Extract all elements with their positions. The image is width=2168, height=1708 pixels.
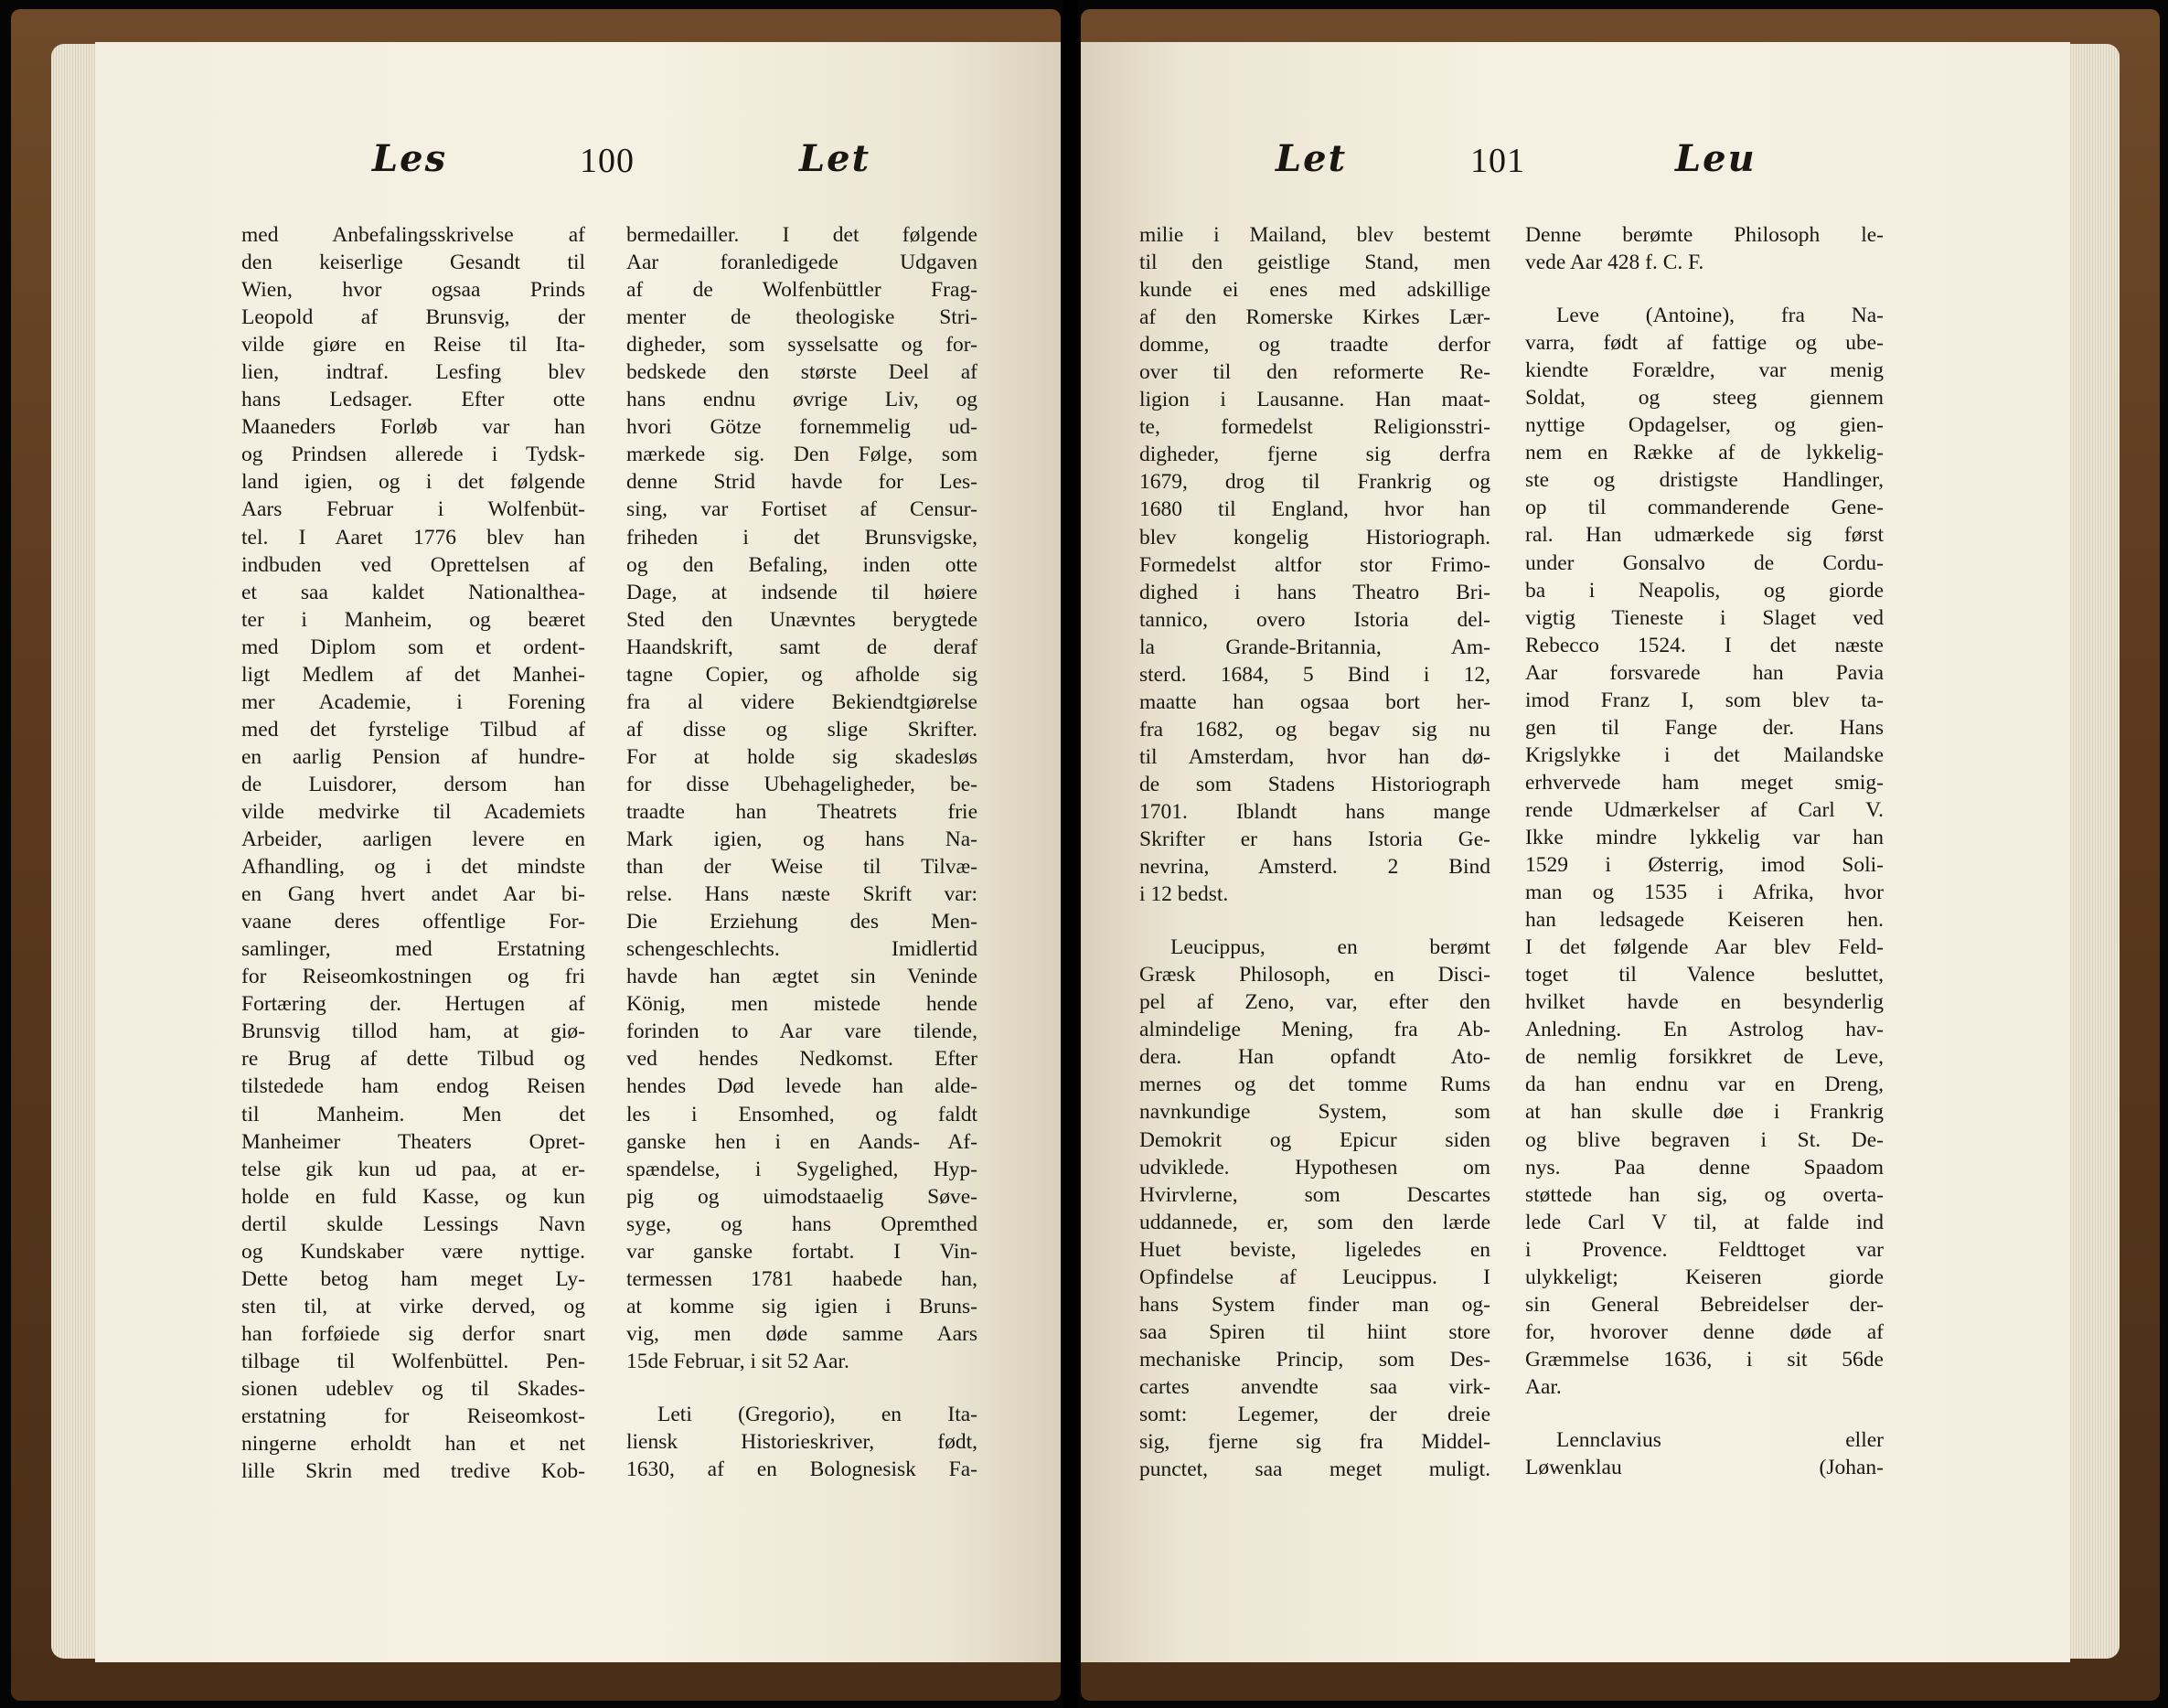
text-line: ulykkeligt; Keiseren giorde [1525,1265,1884,1289]
right-page [1081,42,2070,1662]
text-line: og blive begraven i St. De- [1525,1127,1884,1152]
left-page-column-1 [241,221,585,1485]
text-line: sing, var Fortiset af Censur- [626,497,977,522]
text-line: Arbeider, aarligen levere en [241,827,585,852]
text-line: udviklede. Hypothesen om [1139,1155,1490,1180]
text-line: for, hvorover denne døde af [1525,1319,1884,1344]
text-line: vig, men døde samme Aars [626,1321,977,1346]
text-line: ba i Neapolis, og giorde [1525,578,1884,603]
text-line: Wien, hvor ogsaa Prinds [241,278,585,303]
text-line: land igien, og i det følgende [241,470,585,495]
text-line: Aar. [1525,1374,1562,1399]
text-line: Fortæring der. Hertugen af [241,992,585,1017]
left-page [95,42,1061,1662]
text-line: Sted den Unævntes berygtede [626,607,977,632]
text-line: ligion i Lausanne. Han maat- [1139,388,1490,412]
text-line: sig, fjerne sig fra Middel- [1139,1430,1490,1455]
text-line: gen til Fange der. Hans [1525,715,1884,740]
text-line: Maaneders Forløb var han [241,415,585,440]
text-line: 1630, af en Bolognesisk Fa- [626,1457,977,1482]
text-line: sionen udeblev og til Skades- [241,1376,585,1401]
text-line: Opfindelse af Leucippus. I [1139,1265,1490,1289]
right-page-column-1 [1139,221,1490,1483]
text-line: mechaniske Princip, som Des- [1139,1347,1490,1372]
text-line: Afhandling, og i det mindste [241,855,585,880]
entry-gap [1139,908,1490,934]
text-line: han forføiede sig derfor snart [241,1321,585,1346]
text-line: For at holde sig skadesløs [626,744,977,769]
text-line: Dette betog ham meget Ly- [241,1266,585,1291]
text-line: med Diplom som et ordent- [241,635,585,659]
text-line: kunde ei enes med adskillige [1139,278,1490,303]
right-page-edges [2068,44,2120,1659]
text-line: I det følgende Aar blev Feld- [1525,935,1884,960]
text-line: telse gik kun ud paa, at er- [241,1157,585,1181]
text-line: lille Skrin med tredive Kob- [241,1459,585,1484]
text-line: 1680 til England, hvor han [1139,497,1490,522]
text-line: pig og uimodstaaelig Søve- [626,1184,977,1209]
text-line: til Amsterdam, hvor han dø- [1139,744,1490,769]
text-line: vaane deres offentlige For- [241,910,585,934]
text-line: erstatning for Reiseomkost- [241,1404,585,1429]
text-line: rende Udmærkelser af Carl V. [1525,797,1884,822]
text-line: erhvervede ham meget smig- [1525,770,1884,795]
text-line: schengeschlechts. Imidlertid [626,937,977,962]
text-line: hans System finder man og- [1139,1292,1490,1317]
text-line: og den Befaling, inden otte [626,552,977,577]
text-line: for disse Ubehageligheder, be- [626,772,977,796]
text-line: Die Erziehung des Men- [626,910,977,934]
entry-gap [1525,1401,1884,1426]
text-line: de Luisdorer, dersom han [241,772,585,796]
text-line: fra 1682, og begav sig nu [1139,717,1490,742]
text-line: cartes anvendte saa virk- [1139,1374,1490,1399]
text-line: Leopold af Brunsvig, der [241,305,585,330]
text-line: Denne berømte Philosoph le- [1525,223,1884,247]
text-line: havde han ægtet sin Veninde [626,965,977,989]
text-line: vigtig Tieneste i Slaget ved [1525,605,1884,630]
text-line: sin General Bebreidelser der- [1525,1292,1884,1317]
text-line: Brunsvig tillod ham, at giø- [241,1019,585,1044]
text-line: hvori Götze fornemmelig ud- [626,415,977,440]
text-line: tilbage til Wolfenbüttel. Pen- [241,1349,585,1373]
text-line: 15de Februar, i sit 52 Aar. [626,1349,849,1373]
text-line: menter de theologiske Stri- [626,305,977,330]
text-line: navnkundige System, som [1139,1100,1490,1125]
entry-gap [626,1375,977,1401]
text-line: tilstedede ham endog Reisen [241,1074,585,1099]
text-line: lede Carl V til, at falde ind [1525,1210,1884,1234]
left-book-half [11,9,1061,1701]
text-line: op til commanderende Gene- [1525,496,1884,520]
text-line: holde en fuld Kasse, og kun [241,1184,585,1209]
text-line: uddannede, er, som den lærde [1139,1210,1490,1234]
text-line: toget til Valence besluttet, [1525,963,1884,987]
text-line: han ledsagede Keiseren hen. [1525,908,1884,933]
text-line: bermedailler. I det følgende [626,223,977,247]
text-line: Demokrit og Epicur siden [1139,1127,1490,1152]
text-line: tel. I Aaret 1776 blev han [241,525,585,550]
entry-gap [1525,276,1884,302]
text-line: lien, indtraf. Lesfing blev [241,360,585,385]
text-line: samlinger, med Erstatning [241,937,585,962]
text-line: hans endnu øvrige Liv, og [626,388,977,412]
text-line: med det fyrstelige Tilbud af [241,717,585,742]
text-line: relse. Hans næste Skrift var: [626,882,977,907]
text-line: sten til, at virke derved, og [241,1294,585,1318]
text-line: hans Ledsager. Efter otte [241,388,585,412]
text-line: sterd. 1684, 5 Bind i 12, [1139,662,1490,687]
text-line: mer Academie, i Forening [241,689,585,714]
text-line: blev kongelig Historiograph. [1139,525,1490,550]
text-line: Skrifter er hans Istoria Ge- [1139,827,1490,852]
text-line: mærkede sig. Den Følge, som [626,443,977,467]
left-page-edges [51,44,97,1659]
text-line: 1529 i Østerrig, imod Soli- [1525,853,1884,878]
right-running-head [1081,137,2070,201]
text-line: re Brug af dette Tilbud og [241,1047,585,1072]
text-line: Leti (Gregorio), en Ita- [657,1402,977,1426]
text-line: de nemlig forsikkret de Leve, [1525,1045,1884,1070]
text-line: saa Spiren til hiint store [1139,1319,1490,1344]
text-line: Mark igien, og hans Na- [626,827,977,852]
text-line: Løwenklau (Johan- [1525,1456,1884,1480]
text-line: tagne Copier, og afholde sig [626,662,977,687]
text-line: de som Stadens Historiograph [1139,772,1490,796]
right-page-column-2 [1525,221,1884,1481]
text-line: at han skulle døe i Frankrig [1525,1100,1884,1125]
right-page-number: 101 [1470,142,1525,180]
text-line: pel af Zeno, var, efter den [1139,990,1490,1015]
text-line: ligt Medlem af det Manhei- [241,662,585,687]
text-line: af den Romerske Kirkes Lær- [1139,305,1490,330]
left-page-number: 100 [580,142,635,180]
text-line: friheden i det Brunsvigske, [626,525,977,550]
text-line: et saa kaldet Nationaltheа- [241,580,585,604]
text-line: af de Wolfenbüttler Frag- [626,278,977,303]
text-line: med Anbefalingsskrivelse af [241,223,585,247]
text-line: indbuden ved Oprettelsen af [241,552,585,577]
text-line: dighed i hans Theatro Bri- [1139,580,1490,604]
text-line: for Reiseomkostningen og fri [241,965,585,989]
text-line: somt: Legemer, der dreie [1139,1402,1490,1426]
text-line: 1679, drog til Frankrig og [1139,470,1490,495]
text-line: Dage, at indsende til høiere [626,580,977,604]
text-line: les i Ensomhed, og faldt [626,1102,977,1126]
text-line: i Provence. Feldttoget var [1525,1237,1884,1262]
text-line: nyttige Opdagelser, og gien- [1525,413,1884,438]
text-line: af disse og slige Skrifter. [626,717,977,742]
text-line: maatte han ogsaa bort her- [1139,689,1490,714]
text-line: ral. Han udmærkede sig først [1525,523,1884,548]
scan-divider [1063,0,1078,1708]
text-line: Græsk Philosoph, en Disci- [1139,963,1490,987]
text-line: digheder, fjerne sig derfra [1139,443,1490,467]
text-line: imod Franz I, som blev ta- [1525,688,1884,712]
text-line: til den geistlige Stand, men [1139,251,1490,275]
right-headword-last: Leu [1675,137,1757,180]
text-line: at komme sig igien i Bruns- [626,1294,977,1318]
text-line: denne Strid havde for Les- [626,470,977,495]
right-headword-first: Let [1276,137,1348,180]
text-line: ter i Manheim, og beæret [241,607,585,632]
text-line: Rebecco 1524. I det næste [1525,633,1884,657]
text-line: man og 1535 i Afrika, hvor [1525,881,1884,905]
text-line: spændelse, i Sygelighed, Hyp- [626,1157,977,1181]
text-line: Ikke mindre lykkelig var han [1525,825,1884,849]
text-line: dera. Han opfandt Ato- [1139,1045,1490,1070]
text-line: da han endnu var en Dreng, [1525,1073,1884,1097]
text-line: Manheimer Theaters Opret- [241,1129,585,1154]
text-line: støttede han sig, og overta- [1525,1182,1884,1207]
text-line: kiendte Forældre, var menig [1525,358,1884,383]
left-page-column-2 [626,221,977,1483]
text-line: vilde medvirke til Academiets [241,799,585,824]
text-line: termessen 1781 haabede han, [626,1266,977,1291]
text-line: mernes og det tomme Rums [1139,1073,1490,1097]
text-line: König, men mistede hende [626,992,977,1017]
text-line: varra, født af fattige og ube- [1525,331,1884,356]
text-line: la Grande-Britannia, Am- [1139,635,1490,659]
text-line: than der Weise til Tilvæ- [626,855,977,880]
text-line: ved hendes Nedkomst. Efter [626,1047,977,1072]
text-line: bedskede den største Deel af [626,360,977,385]
text-line: Græmmelse 1636, i sit 56de [1525,1347,1884,1372]
text-line: ningerne erholdt han et net [241,1432,585,1457]
text-line: og Kundskaber være nyttige. [241,1239,585,1264]
text-line: forinden to Aar vare tilende, [626,1019,977,1044]
text-line: Haandskrift, samt de deraf [626,635,977,659]
text-line: til Manheim. Men det [241,1102,585,1126]
text-line: te, formedelst Religionsstri- [1139,415,1490,440]
text-line: Aar forsvarede han Pavia [1525,660,1884,685]
text-line: milie i Mailand, blev bestemt [1139,223,1490,247]
text-line: hvilket havde en besynderlig [1525,990,1884,1015]
right-book-half [1081,9,2160,1701]
text-line: fra al videre Bekiendtgiørelse [626,689,977,714]
text-line: Soldat, og steeg giennem [1525,386,1884,411]
text-line: nys. Paa denne Spaadom [1525,1155,1884,1180]
text-line: og Prindsen allerede i Tydsk- [241,443,585,467]
text-line: under Gonsalvo de Cordu- [1525,550,1884,575]
text-line: vede Aar 428 f. C. F. [1525,251,1704,275]
text-line: Aars Februar i Wolfenbüt- [241,497,585,522]
text-line: over til den reformerte Re- [1139,360,1490,385]
text-line: Lennclavius eller [1556,1427,1884,1452]
text-line: vilde giøre en Reise til Ita- [241,333,585,358]
text-line: hendes Død levede han alde- [626,1074,977,1099]
text-line: nem en Række af de lykkelig- [1525,441,1884,465]
text-line: 1701. Iblandt hans mange [1139,799,1490,824]
text-line: ste og dristigste Handlinger, [1525,468,1884,493]
left-headword-first: Les [372,137,448,180]
text-line: domme, og traadte derfor [1139,333,1490,358]
text-line: Hvirvlerne, som Descartes [1139,1182,1490,1207]
text-line: ganske hen i en Aands- Af- [626,1129,977,1154]
text-line: Formedelst altfor stor Frimo- [1139,552,1490,577]
left-running-head [95,137,1061,201]
text-line: Huet beviste, ligeledes en [1139,1237,1490,1262]
text-line: syge, og hans Opremthed [626,1212,977,1236]
text-line: i 12 bedst. [1139,882,1229,907]
text-line: nevrina, Amsterd. 2 Bind [1139,855,1490,880]
text-line: punctet, saa meget muligt. [1139,1457,1490,1482]
text-line: en aarlig Pension af hundre- [241,744,585,769]
text-line: digheder, som sysselsatte og for- [626,333,977,358]
text-line: liensk Historieskriver, født, [626,1430,977,1455]
text-line: Krigslykke i det Mailandske [1525,742,1884,767]
text-line: Leve (Antoine), fra Na- [1556,304,1884,328]
text-line: almindelige Mening, fra Ab- [1139,1018,1490,1042]
text-line: Aar foranledigede Udgaven [626,251,977,275]
text-line: traadte han Theatrets frie [626,799,977,824]
text-line: en Gang hvert andet Aar bi- [241,882,585,907]
text-line: Leucippus, en berømt [1170,935,1490,960]
text-line: var ganske fortabt. I Vin- [626,1239,977,1264]
text-line: dertil skulde Lessings Navn [241,1212,585,1236]
text-line: den keiserlige Gesandt til [241,251,585,275]
left-headword-last: Let [799,137,871,180]
text-line: Anledning. En Astrolog hav- [1525,1018,1884,1042]
text-line: tannico, overo Istoria del- [1139,607,1490,632]
